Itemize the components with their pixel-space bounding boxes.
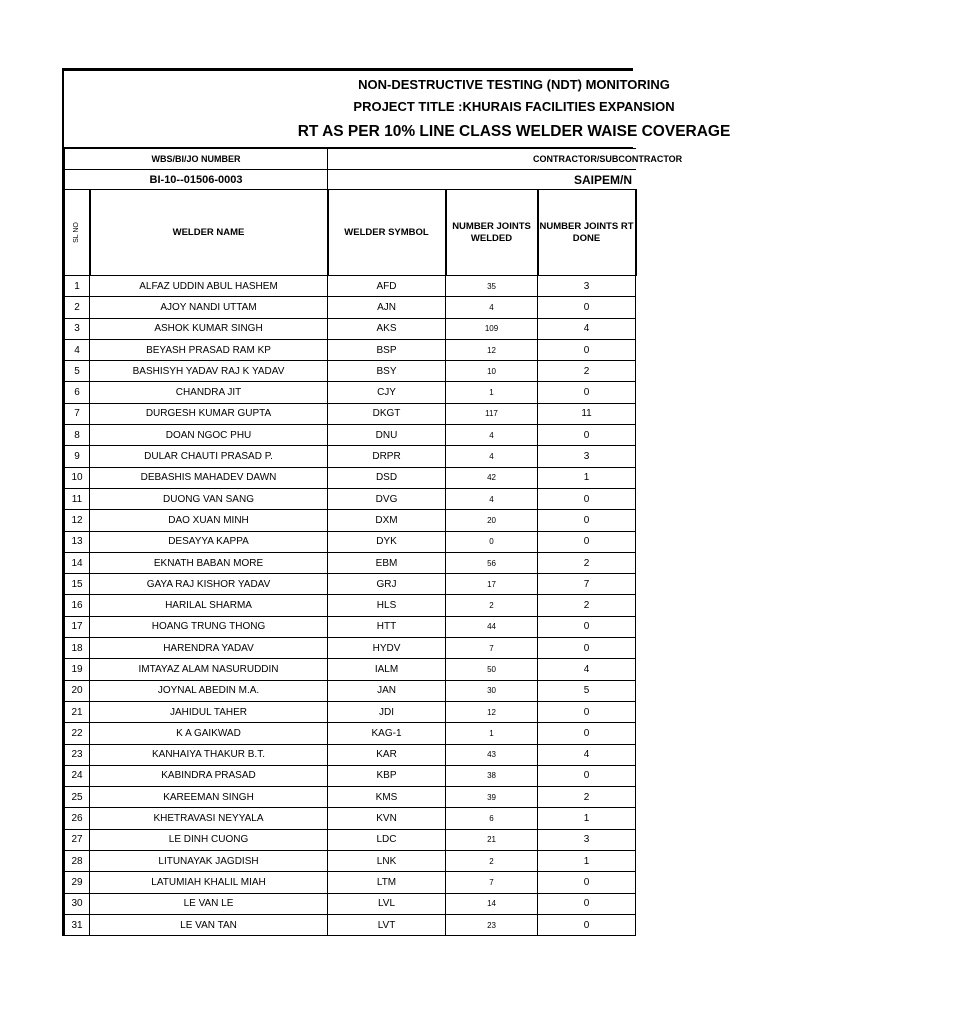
welder-name-cell: ASHOK KUMAR SINGH [90,318,328,339]
joints-welded-cell: 44 [446,616,538,637]
sl-no-cell: 25 [65,787,90,808]
welder-symbol-cell: KMS [328,787,446,808]
sl-no-cell: 17 [65,616,90,637]
welder-name-cell: DULAR CHAUTI PRASAD P. [90,446,328,467]
joints-welded-cell: 1 [446,382,538,403]
sl-no-cell: 21 [65,701,90,722]
sl-no-cell: 16 [65,595,90,616]
table-row [65,701,636,722]
sl-no-cell: 7 [65,403,90,424]
table-row [65,723,636,744]
table-row [65,425,636,446]
welder-symbol-cell: BSP [328,339,446,360]
welder-symbol-cell: DNU [328,425,446,446]
welder-name-cell: IMTAYAZ ALAM NASURUDDIN [90,659,328,680]
joints-welded-cell: 12 [446,339,538,360]
table-row [65,595,636,616]
table-row [65,510,636,531]
sl-no-cell: 31 [65,914,90,935]
sl-no-cell: 1 [65,276,90,297]
welder-symbol-cell: LNK [328,851,446,872]
col-header-welder-symbol: WELDER SYMBOL [328,190,446,276]
joints-welded-cell: 4 [446,488,538,509]
joints-welded-cell: 39 [446,787,538,808]
welder-name-cell: AJOY NANDI UTTAM [90,297,328,318]
welder-symbol-cell: KBP [328,765,446,786]
project-title: PROJECT TITLE :KHURAIS FACILITIES EXPANSION [353,99,675,114]
joints-rt-done-cell: 0 [538,638,636,659]
joints-welded-cell: 38 [446,765,538,786]
sl-no-label: SL NO [73,222,81,243]
welder-symbol-cell: DSD [328,467,446,488]
welder-table [64,148,683,936]
joints-welded-cell: 21 [446,829,538,850]
joints-rt-done-cell: 0 [538,425,636,446]
welder-name-cell: DEBASHIS MAHADEV DAWN [90,467,328,488]
joints-rt-done-cell: 0 [538,893,636,914]
wbs-value: BI-10--01506-0003 [65,170,328,190]
table-row [65,446,636,467]
sl-no-cell: 13 [65,531,90,552]
document-title: NON-DESTRUCTIVE TESTING (NDT) MONITORING [358,77,670,92]
joints-rt-done-cell: 0 [538,914,636,935]
joints-rt-done-cell: 2 [538,595,636,616]
joints-welded-cell: 42 [446,467,538,488]
welder-symbol-cell: AKS [328,318,446,339]
wbs-label-row [65,149,636,170]
joints-rt-done-cell: 4 [538,744,636,765]
welder-name-cell: DESAYYA KAPPA [90,531,328,552]
joints-welded-cell: 1 [446,723,538,744]
joints-rt-done-cell: 3 [538,276,636,297]
sl-no-cell: 18 [65,638,90,659]
joints-rt-done-cell: 5 [538,680,636,701]
table-row [65,318,636,339]
wbs-label: WBS/BI/JO NUMBER [65,149,328,170]
table-row [65,808,636,829]
welder-symbol-cell: HYDV [328,638,446,659]
welder-symbol-cell: KAR [328,744,446,765]
welder-name-cell: JAHIDUL TAHER [90,701,328,722]
welder-name-cell: KAREEMAN SINGH [90,787,328,808]
welder-name-cell: LATUMIAH KHALIL MIAH [90,872,328,893]
welder-symbol-cell: LDC [328,829,446,850]
welder-symbol-cell: BSY [328,361,446,382]
welder-symbol-cell: HLS [328,595,446,616]
table-row [65,851,636,872]
sl-no-cell: 12 [65,510,90,531]
table-row [65,680,636,701]
welder-name-cell: HARENDRA YADAV [90,638,328,659]
joints-rt-done-cell: 2 [538,552,636,573]
joints-welded-cell: 117 [446,403,538,424]
joints-welded-cell: 23 [446,914,538,935]
joints-rt-done-cell: 0 [538,382,636,403]
sl-no-cell: 30 [65,893,90,914]
joints-rt-done-cell: 1 [538,808,636,829]
joints-rt-done-cell: 1 [538,851,636,872]
welder-name-cell: BEYASH PRASAD RAM KP [90,339,328,360]
joints-welded-cell: 4 [446,425,538,446]
table-row [65,552,636,573]
joints-welded-cell: 7 [446,638,538,659]
table-row [65,382,636,403]
welder-symbol-cell: JDI [328,701,446,722]
welder-symbol-cell: LVT [328,914,446,935]
sl-no-cell: 11 [65,488,90,509]
joints-rt-done-cell: 0 [538,872,636,893]
welder-symbol-cell: GRJ [328,574,446,595]
welder-name-cell: KHETRAVASI NEYYALA [90,808,328,829]
joints-rt-done-cell: 0 [538,531,636,552]
table-row [65,872,636,893]
welder-name-cell: DURGESH KUMAR GUPTA [90,403,328,424]
table-row [65,914,636,935]
sl-no-cell: 2 [65,297,90,318]
table-row [65,765,636,786]
table-row [65,574,636,595]
table-row [65,659,636,680]
sl-no-cell: 28 [65,851,90,872]
welder-symbol-cell: AFD [328,276,446,297]
sl-no-cell: 29 [65,872,90,893]
joints-welded-label: NUMBER JOINTS WELDED [452,220,531,244]
coverage-title: RT AS PER 10% LINE CLASS WELDER WAISE COVERAGE [297,123,731,140]
sl-no-cell: 14 [65,552,90,573]
joints-welded-cell: 2 [446,851,538,872]
col-header-joints-rt-done [538,190,636,276]
welder-symbol-cell: DXM [328,510,446,531]
table-row [65,361,636,382]
welder-name-cell: JOYNAL ABEDIN M.A. [90,680,328,701]
welder-symbol-cell: DRPR [328,446,446,467]
joints-rt-done-cell: 2 [538,361,636,382]
welder-symbol-cell: EBM [328,552,446,573]
joints-rt-done-cell: 0 [538,297,636,318]
welder-symbol-cell: IALM [328,659,446,680]
wbs-value-row [65,170,636,190]
joints-rt-done-cell: 0 [538,510,636,531]
welder-symbol-cell: HTT [328,616,446,637]
welder-name-cell: LE DINH CUONG [90,829,328,850]
joints-welded-cell: 43 [446,744,538,765]
joints-rt-done-cell: 0 [538,765,636,786]
table-row [65,893,636,914]
table-body [65,276,636,936]
sl-no-cell: 4 [65,339,90,360]
table-row [65,787,636,808]
table-row [65,616,636,637]
joints-welded-cell: 50 [446,659,538,680]
welder-symbol-cell: KAG-1 [328,723,446,744]
sl-no-cell: 3 [65,318,90,339]
welder-name-cell: ALFAZ UDDIN ABUL HASHEM [90,276,328,297]
column-header-row [65,190,636,276]
col-header-sl-no [65,190,90,276]
joints-rt-done-cell: 0 [538,339,636,360]
sl-no-cell: 23 [65,744,90,765]
ndt-sheet [62,68,731,936]
welder-name-cell: HOANG TRUNG THONG [90,616,328,637]
welder-name-cell: EKNATH BABAN MORE [90,552,328,573]
welder-symbol-cell: DYK [328,531,446,552]
sl-no-cell: 19 [65,659,90,680]
welder-name-cell: GAYA RAJ KISHOR YADAV [90,574,328,595]
joints-welded-cell: 0 [446,531,538,552]
welder-name-cell: LE VAN TAN [90,914,328,935]
joints-rt-done-cell: 4 [538,318,636,339]
joints-welded-cell: 20 [446,510,538,531]
joints-welded-cell: 7 [446,872,538,893]
joints-welded-cell: 4 [446,446,538,467]
joints-rt-done-cell: 0 [538,701,636,722]
sl-no-cell: 24 [65,765,90,786]
joints-welded-cell: 56 [446,552,538,573]
sl-no-cell: 9 [65,446,90,467]
welder-name-cell: KABINDRA PRASAD [90,765,328,786]
joints-rt-done-cell: 0 [538,488,636,509]
welder-symbol-cell: DKGT [328,403,446,424]
welder-name-cell: LE VAN LE [90,893,328,914]
contractor-label: CONTRACTOR/SUBCONTRACTOR [328,149,636,170]
welder-name-cell: DAO XUAN MINH [90,510,328,531]
joints-rt-done-cell: 3 [538,829,636,850]
welder-symbol-cell: DVG [328,488,446,509]
table-row [65,531,636,552]
welder-symbol-cell: LTM [328,872,446,893]
joints-welded-cell: 35 [446,276,538,297]
joints-welded-cell: 4 [446,297,538,318]
col-header-welder-name: WELDER NAME [90,190,328,276]
welder-symbol-cell: AJN [328,297,446,318]
welder-name-cell: BASHISYH YADAV RAJ K YADAV [90,361,328,382]
welder-name-cell: CHANDRA JIT [90,382,328,403]
table-row [65,488,636,509]
joints-rt-done-cell: 11 [538,403,636,424]
table-row [65,744,636,765]
welder-name-cell: LITUNAYAK JAGDISH [90,851,328,872]
welder-symbol-cell: JAN [328,680,446,701]
table-row [65,638,636,659]
welder-symbol-cell: CJY [328,382,446,403]
table-row [65,403,636,424]
joints-rt-done-cell: 1 [538,467,636,488]
joints-rt-done-cell: 4 [538,659,636,680]
welder-name-cell: K A GAIKWAD [90,723,328,744]
sl-no-cell: 20 [65,680,90,701]
joints-welded-cell: 2 [446,595,538,616]
sl-no-cell: 26 [65,808,90,829]
welder-symbol-cell: LVL [328,893,446,914]
joints-welded-cell: 109 [446,318,538,339]
welder-name-cell: DUONG VAN SANG [90,488,328,509]
joints-welded-cell: 10 [446,361,538,382]
joints-rt-done-cell: 3 [538,446,636,467]
sl-no-cell: 27 [65,829,90,850]
contractor-value: SAIPEM/N [328,170,636,190]
table-row [65,297,636,318]
joints-rt-done-label: NUMBER JOINTS RT DONE [539,220,634,244]
sl-no-cell: 22 [65,723,90,744]
joints-welded-cell: 6 [446,808,538,829]
welder-symbol-cell: KVN [328,808,446,829]
sl-no-cell: 6 [65,382,90,403]
joints-welded-cell: 30 [446,680,538,701]
joints-welded-cell: 17 [446,574,538,595]
welder-name-cell: DOAN NGOC PHU [90,425,328,446]
sl-no-cell: 8 [65,425,90,446]
table-row [65,339,636,360]
joints-welded-cell: 14 [446,893,538,914]
table-row [65,276,636,297]
title-block [64,71,731,148]
col-header-joints-welded [446,190,538,276]
joints-rt-done-cell: 0 [538,723,636,744]
joints-welded-cell: 12 [446,701,538,722]
welder-name-cell: KANHAIYA THAKUR B.T. [90,744,328,765]
sl-no-cell: 5 [65,361,90,382]
table-row [65,467,636,488]
welder-name-cell: HARILAL SHARMA [90,595,328,616]
sl-no-cell: 15 [65,574,90,595]
joints-rt-done-cell: 0 [538,616,636,637]
joints-rt-done-cell: 7 [538,574,636,595]
table-row [65,829,636,850]
joints-rt-done-cell: 2 [538,787,636,808]
sl-no-cell: 10 [65,467,90,488]
